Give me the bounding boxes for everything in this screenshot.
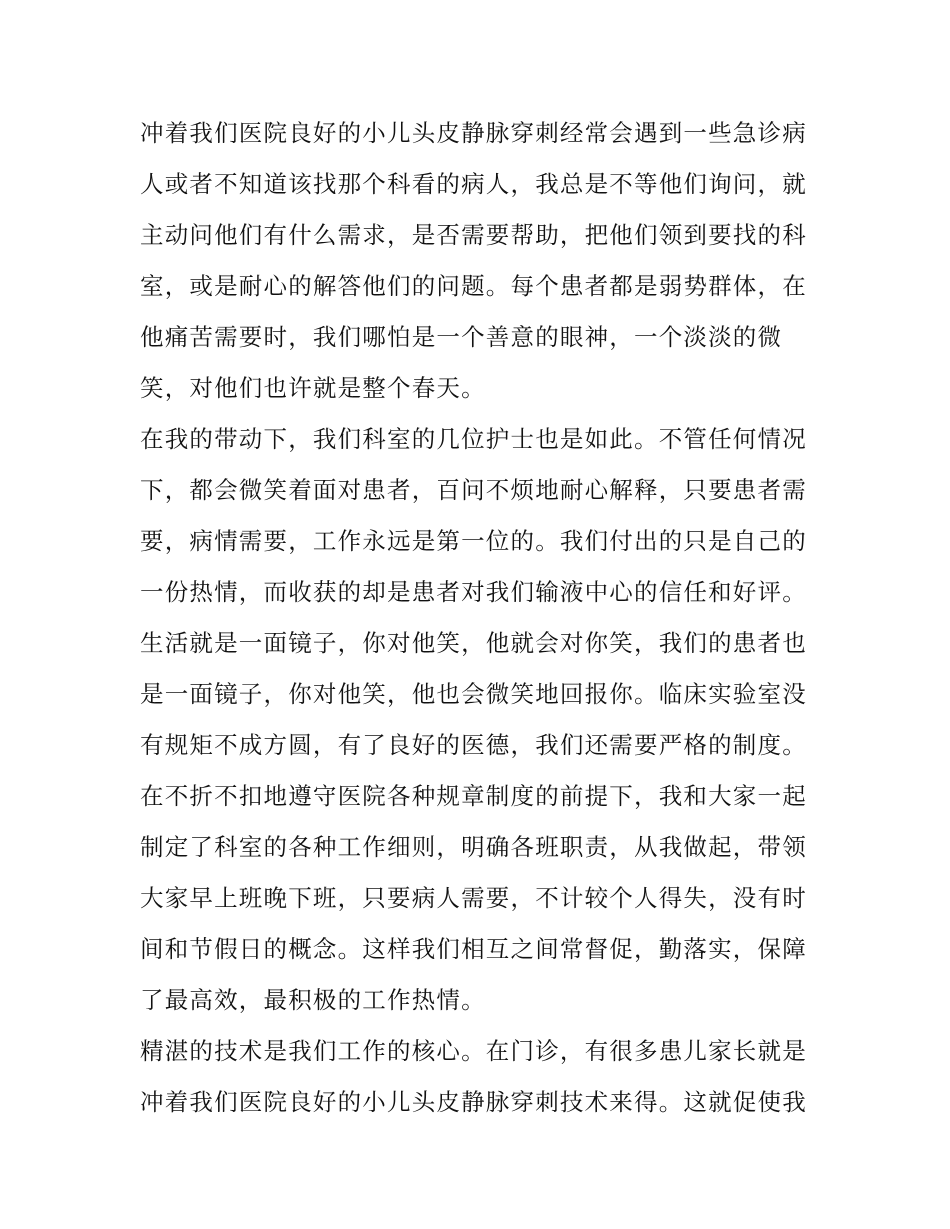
text-line: 冲着我们医院良好的小儿头皮静脉穿刺技术来得。这就促使我 [140, 1088, 807, 1116]
text-line: 精湛的技术是我们工作的核心。在门诊，有很多患儿家长就是 [140, 1037, 807, 1065]
text-line: 有规矩不成方圆，有了良好的医德，我们还需要严格的制度。 [140, 731, 807, 759]
text-line: 人或者不知道该找那个科看的病人，我总是不等他们询问，就 [140, 170, 807, 198]
text-line: 下，都会微笑着面对患者，百问不烦地耐心解释，只要患者需 [140, 476, 807, 504]
text-line: 生活就是一面镜子，你对他笑，他就会对你笑，我们的患者也 [140, 629, 807, 657]
text-line: 室，或是耐心的解答他们的问题。每个患者都是弱势群体，在 [140, 272, 807, 300]
text-line: 笑，对他们也许就是整个春天。 [140, 374, 486, 402]
text-line: 在不折不扣地遵守医院各种规章制度的前提下，我和大家一起 [140, 782, 807, 810]
text-line: 了最高效，最积极的工作热情。 [140, 986, 486, 1014]
text-line: 是一面镜子，你对他笑，他也会微笑地回报你。临床实验室没 [140, 680, 807, 708]
text-line: 要，病情需要，工作永远是第一位的。我们付出的只是自己的 [140, 527, 807, 555]
text-line: 大家早上班晚下班，只要病人需要，不计较个人得失，没有时 [140, 884, 807, 912]
text-line: 冲着我们医院良好的小儿头皮静脉穿刺经常会遇到一些急诊病 [140, 119, 807, 147]
text-line: 他痛苦需要时，我们哪怕是一个善意的眼神，一个淡淡的微 [140, 323, 783, 351]
text-line: 间和节假日的概念。这样我们相互之间常督促，勤落实，保障 [140, 935, 807, 963]
text-line: 一份热情，而收获的却是患者对我们输液中心的信任和好评。 [140, 578, 807, 606]
text-line: 制定了科室的各种工作细则，明确各班职责，从我做起，带领 [140, 833, 807, 861]
text-line: 在我的带动下，我们科室的几位护士也是如此。不管任何情况 [140, 425, 807, 453]
document-body-text [140, 108, 820, 1128]
text-line: 主动问他们有什么需求，是否需要帮助，把他们领到要找的科 [140, 221, 807, 249]
